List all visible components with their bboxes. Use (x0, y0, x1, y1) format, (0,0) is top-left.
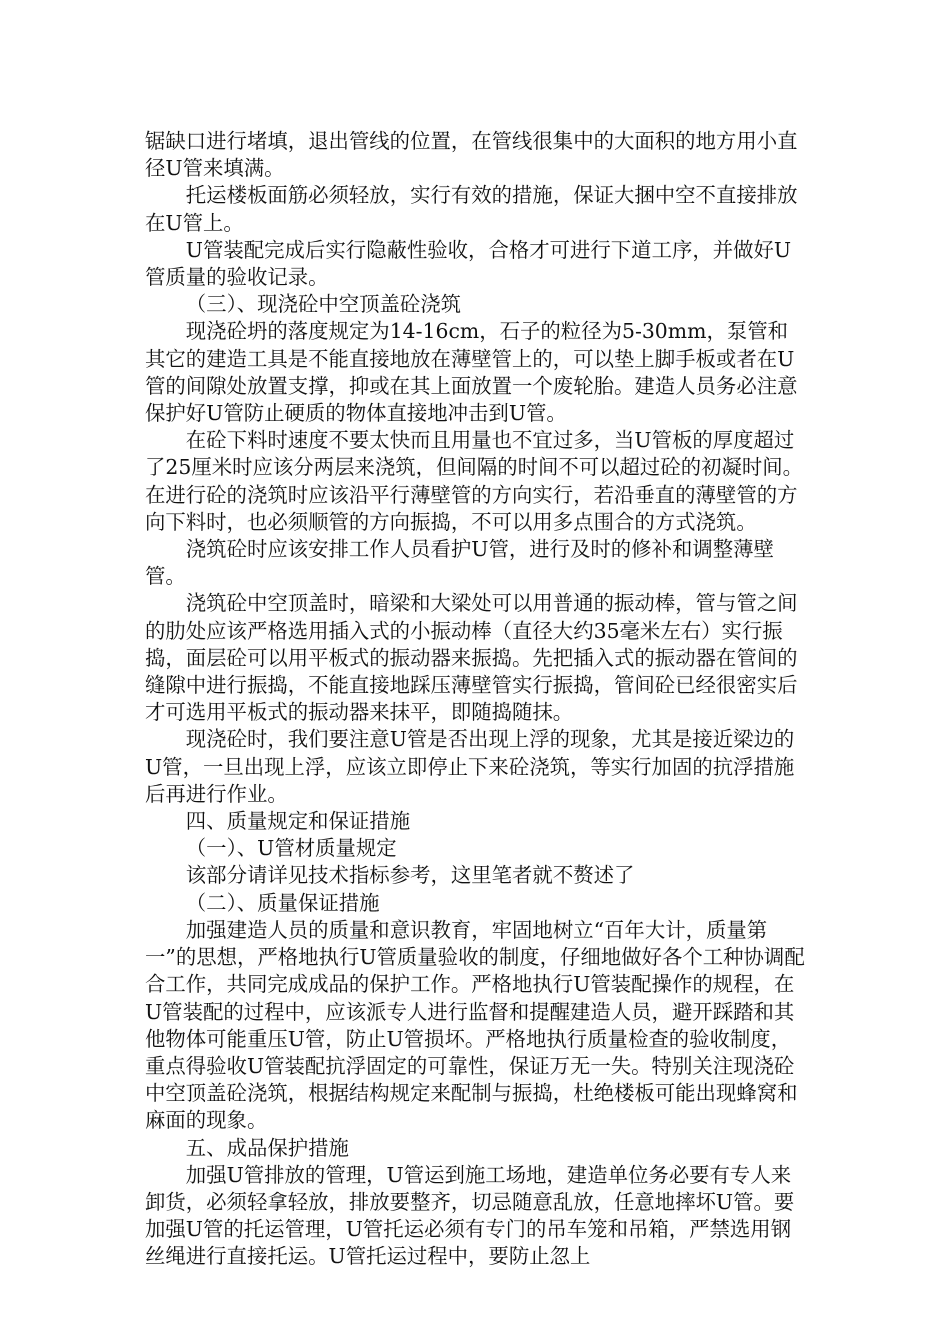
paragraph-pipe-management: 加强U管排放的管理，U管运到施工场地，建造单位务必要有专人来卸货，必须轻拿轻放，排放要整齐，切忌随意乱放，任意地摔坏U管。要加强U管的托运管理，U管托运必须有专门的吊车笼和吊箱，严禁选用钢丝绳进行直接托运。U管托运过程中，要防止忽上 (145, 1162, 795, 1269)
paragraph-quality-education: 加强建造人员的质量和意识教育，牢固地树立“百年大计，质量第一”的思想，严格地执行U管质量验收的制度，仔细地做好各个工种协调配合工作，共同完成成品的保护工作。严格地执行U管装配操作的规程，在U管装配的过程中，应该派专人进行监督和提醒建造人员，避开踩踏和其他物体可能重压U管，防止U管损坏。严格地执行质量检查的验收制度，重点得验收U管装配抗浮固定的可靠性，保证万无一失。特别关注现浇砼中空顶盖砼浇筑，根据结构规定来配制与振捣，杜绝楼板可能出现蜂窝和麻面的现象。 (145, 917, 805, 1133)
paragraph-floating: 现浇砼时，我们要注意U管是否出现上浮的现象，尤其是接近梁边的U管，一旦出现上浮，应该立即停止下来砼浇筑，等实行加固的抗浮措施后再进行作业。 (145, 727, 795, 806)
section-heading-pouring: （三）、现浇砼中空顶盖砼浇筑 (185, 292, 462, 317)
paragraph-acceptance: U管装配完成后实行隐蔽性验收，合格才可进行下道工序，并做好U管质量的验收记录。 (145, 237, 792, 290)
document-body (145, 128, 855, 1271)
paragraph-transport-slab: 托运楼板面筋必须轻放，实行有效的措施，保证大捆中空不直接排放在U管上。 (145, 183, 798, 235)
paragraph-guarding: 浇筑砼时应该安排工作人员看护U管，进行及时的修补和调整薄壁管。 (145, 537, 774, 589)
paragraph-slump: 现浇砼坍的落度规定为14-16cm，石子的粒径为5-30mm，泵管和其它的建造工具是不能直接地放在薄壁管上的，可以垫上脚手板或者在U管的间隙处放置支撑，抑或在其上面放置一个废轮胎。建造人员务必注意保护好U管防止硬质的物体直接地冲击到U管。 (145, 319, 798, 426)
paragraph-reference: 该部分请详见技术指标参考，这里笔者就不赘述了 (185, 863, 635, 888)
subsection-heading-assurance: （二）、质量保证措施 (185, 890, 380, 915)
section-heading-quality: 四、质量规定和保证措施 (185, 809, 411, 834)
subsection-heading-material: （一）、U管材质量规定 (185, 836, 397, 861)
paragraph-continuation: 锯缺口进行堵填，退出管线的位置，在管线很集中的大面积的地方用小直径U管来填满。 (145, 129, 798, 181)
paragraph-vibration: 浇筑砼中空顶盖时，暗梁和大梁处可以用普通的振动棒，管与管之间的肋处应该严格选用插入式的小振动棒（直径大约35毫米左右）实行振捣，面层砼可以用平板式的振动器来振捣。先把插入式的振动器在管间的缝隙中进行振捣，不能直接地踩压薄壁管实行振捣，管间砼已经很密实后才可选用平板式的振动器来抹平，即随捣随抹。 (145, 591, 798, 725)
section-heading-protection: 五、成品保护措施 (185, 1135, 349, 1160)
paragraph-feeding: 在砼下料时速度不要太快而且用量也不宜过多，当U管板的厚度超过了25厘米时应该分两层来浇筑，但间隔的时间不可以超过砼的初凝时间。 在进行砼的浇筑时应该沿平行薄壁管的方向实行，若沿垂直的薄壁管的方向下料时，也必须顺管的方向振捣，不可以用多点围合的方式浇筑。 (145, 428, 855, 534)
